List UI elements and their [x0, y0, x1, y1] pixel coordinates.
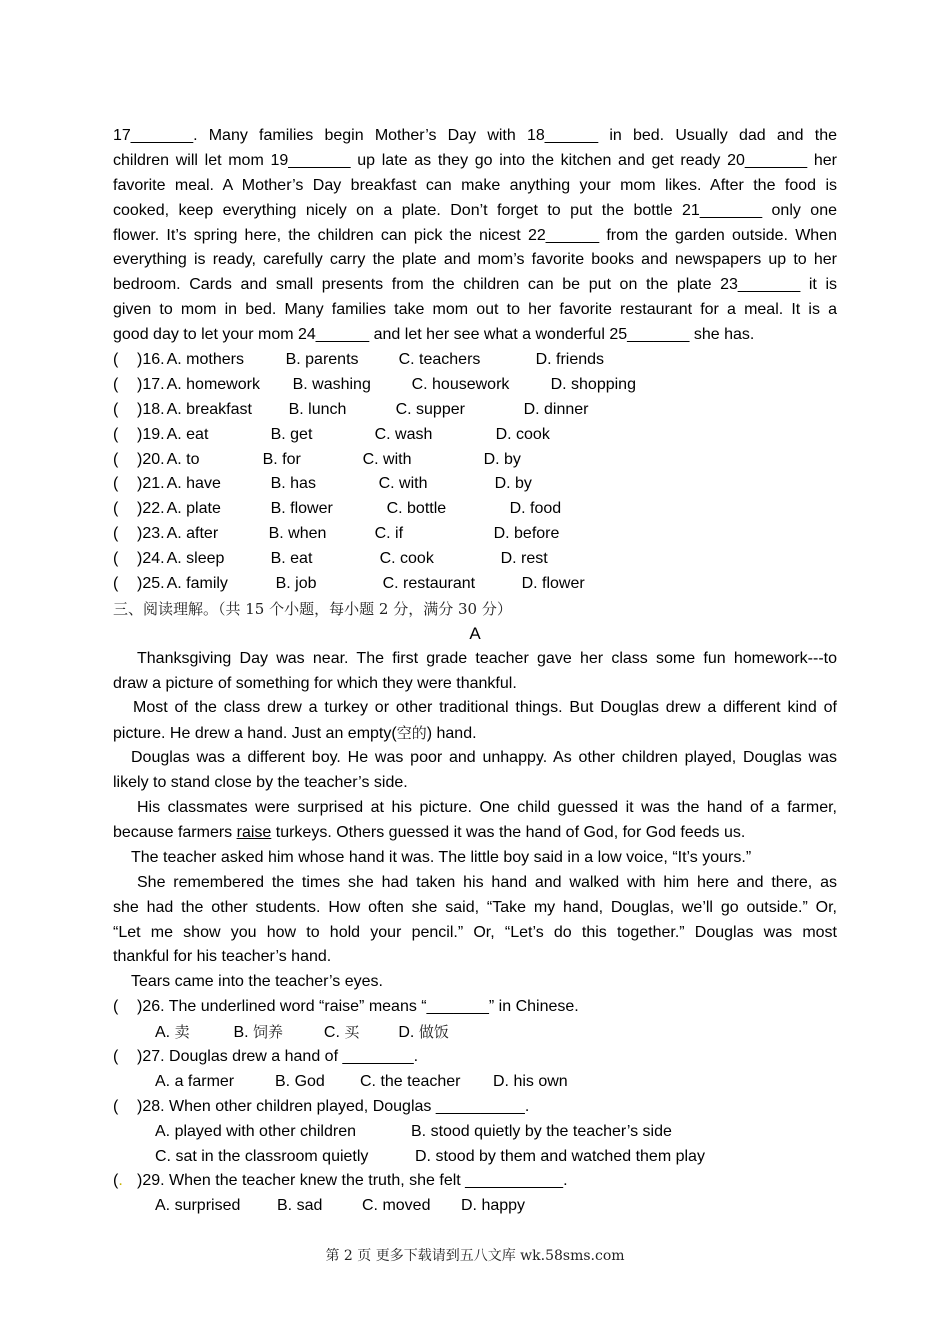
answer-blank[interactable]: ( [113, 475, 119, 493]
cloze-question [113, 572, 837, 597]
option: A. breakfast [166, 400, 252, 418]
passage-line: given to mom in bed. Many families take mom out to her favorite restaurant for a meal. It is a [113, 301, 837, 319]
cloze-question [113, 448, 837, 473]
answer-blank[interactable]: ( [113, 400, 119, 418]
paragraph-line [113, 721, 837, 746]
paragraph-line: “Let me show you how to hold your pencil.” Or, “Let’s do this together.” Douglas was most [113, 923, 837, 941]
option: A. have [166, 475, 221, 493]
options-29 [113, 1194, 837, 1219]
question-number: )16. [137, 351, 165, 369]
option: D. stood by them and watched them play [415, 1147, 705, 1165]
question-number: )24. [137, 550, 165, 568]
question-number: )25. [137, 575, 165, 593]
option: C. bottle [386, 500, 447, 518]
option: D. his own [493, 1072, 568, 1090]
cloze-question [113, 348, 837, 373]
option: D. rest [500, 550, 548, 568]
option: D. food [509, 500, 562, 518]
question-number: )18. [137, 400, 165, 418]
option: D. happy [461, 1197, 526, 1215]
option: B. parents [285, 351, 359, 369]
paragraph-line: Douglas was a different boy. He was poor and unhappy. As other children played, Douglas was [131, 749, 837, 767]
question-stem: )28. When other children played, Douglas __________. [137, 1097, 530, 1115]
option: D. cook [495, 425, 550, 443]
question-number: )23. [137, 525, 165, 543]
option: C. with [362, 450, 412, 468]
text-span: because farmers [113, 823, 237, 841]
option: B. God [275, 1072, 325, 1090]
paragraph-line: Tears came into the teacher’s eyes. [131, 973, 383, 991]
cloze-question [113, 497, 837, 522]
option: A. homework [166, 375, 260, 393]
exam-page [113, 124, 837, 1219]
option: B. has [270, 475, 316, 493]
chinese-gloss: 空的 [396, 724, 427, 743]
option [324, 1020, 394, 1046]
option: B. washing [292, 375, 371, 393]
option: A. sleep [166, 550, 225, 568]
paragraph-line: Most of the class drew a turkey or other traditional things. But Douglas drew a different kind of [133, 699, 837, 717]
option: C. sat in the classroom quietly [155, 1147, 369, 1165]
section-heading: 三、阅读理解。（共 15 个小题，每小题 2 分，满分 30 分） [113, 599, 512, 618]
option-text: 做饭 [418, 1023, 449, 1042]
cloze-questions [113, 348, 837, 597]
paragraph-line: She remembered the times she had taken his hand and walked with him here and there, as [137, 873, 837, 891]
paragraph-line: she had the other students. How often she said, “Take my hand, Douglas, we’ll go outside.” Or, [113, 898, 837, 916]
passage-line: flower. It’s spring here, the children can pick the nicest 22______ from the garden outside. When [113, 226, 837, 244]
answer-blank[interactable]: ( [113, 1097, 119, 1115]
option: C. restaurant [382, 575, 476, 593]
option: B. eat [270, 550, 313, 568]
answer-blank[interactable]: ( [113, 375, 119, 393]
reading-questions [113, 995, 837, 1219]
paragraph-line: likely to stand close by the teacher’s side. [113, 774, 408, 792]
passage-line: bedroom. Cards and small presents from the children can be put on the plate 23_______ it is [113, 276, 837, 294]
option: D. before [493, 525, 560, 543]
text-span: picture. He drew a hand. Just an empty( [113, 725, 397, 743]
option: D. shopping [550, 375, 636, 393]
option-letter: B. [233, 1024, 254, 1042]
option: B. sad [277, 1197, 323, 1215]
option: B. flower [270, 500, 333, 518]
answer-blank[interactable]: (. [113, 1172, 123, 1190]
underlined-word: raise [236, 823, 272, 841]
option-text: 卖 [174, 1023, 190, 1042]
reading-passage [113, 647, 837, 995]
option: A. to [166, 450, 200, 468]
passage-line: everything is ready, carefully carry the plate and mom’s favorite books and newspapers up to her [113, 251, 837, 269]
answer-blank[interactable]: ( [113, 550, 119, 568]
option: D. flower [521, 575, 585, 593]
cloze-question [113, 522, 837, 547]
option-letter: C. [323, 1024, 345, 1042]
text-span: turkeys. Others guessed it was the hand of God, for God feeds us. [271, 823, 746, 841]
answer-blank[interactable]: ( [113, 450, 119, 468]
cloze-question [113, 398, 837, 423]
part-label: A [469, 623, 481, 643]
option: A. family [166, 575, 228, 593]
paragraph-line: Thanksgiving Day was near. The first grade teacher gave her class some fun homework---to [137, 649, 837, 667]
option: A. mothers [166, 351, 244, 369]
option [233, 1020, 319, 1046]
option: C. moved [362, 1197, 431, 1215]
option: A. after [166, 525, 219, 543]
option: C. supper [395, 400, 465, 418]
question-number: )17. [137, 375, 165, 393]
option: C. the teacher [360, 1072, 461, 1090]
answer-blank[interactable]: ( [113, 525, 119, 543]
cloze-question [113, 547, 837, 572]
option: B. stood quietly by the teacher’s side [411, 1122, 672, 1140]
paragraph-line: draw a picture of something for which they were thankful. [113, 674, 517, 692]
question-28 [113, 1095, 837, 1120]
option: D. by [494, 475, 532, 493]
question-stem: )29. When the teacher knew the truth, she felt ___________. [137, 1172, 568, 1190]
text-span: ) hand. [426, 725, 477, 743]
option: B. job [275, 575, 317, 593]
cloze-question [113, 373, 837, 398]
question-number: )22. [137, 500, 165, 518]
cloze-question [113, 472, 837, 497]
option: D. friends [535, 351, 605, 369]
paragraph-line: The teacher asked him whose hand it was. The little boy said in a low voice, “It’s yours.” [131, 848, 752, 866]
cloze-question [113, 423, 837, 448]
page-footer: 第 2 页 更多下载请到五八文库 wk.58sms.com [325, 1248, 625, 1264]
answer-blank[interactable]: ( [113, 500, 119, 518]
option-text: 买 [344, 1023, 360, 1042]
passage-line: 17_______. Many families begin Mother’s Day with 18______ in bed. Usually dad and the [113, 127, 837, 144]
answer-blank[interactable]: ( [113, 998, 119, 1016]
option: C. with [378, 475, 428, 493]
options-27 [113, 1070, 837, 1095]
option-letter: D. [398, 1024, 419, 1042]
passage-line: good day to let your mom 24______ and let her see what a wonderful 25_______ she has. [113, 326, 755, 344]
passage-line: favorite meal. A Mother’s Day breakfast can make anything your mom likes. After the food is [113, 176, 837, 194]
question-number: )20. [137, 450, 165, 468]
option [155, 1020, 229, 1046]
passage-line: cooked, keep everything nicely on a plate. Don’t forget to put the bottle 21_______ only one [113, 201, 837, 219]
options-28 [113, 1120, 837, 1145]
question-number: )21. [137, 475, 165, 493]
option: B. get [270, 425, 313, 443]
option-text: 饲养 [253, 1023, 284, 1042]
option [398, 1020, 448, 1046]
question-26 [113, 995, 837, 1020]
question-stem: )27. Douglas drew a hand of ________. [137, 1047, 419, 1065]
option: B. when [268, 525, 327, 543]
options-26 [113, 1020, 837, 1045]
paragraph-line: thankful for his teacher’s hand. [113, 948, 332, 966]
answer-blank[interactable]: ( [113, 575, 119, 593]
option-letter: A. [155, 1024, 175, 1042]
option: A. eat [166, 425, 209, 443]
question-stem: )26. The underlined word “raise” means “_______” in Chinese. [137, 998, 579, 1016]
question-29 [113, 1169, 837, 1194]
paragraph-line [113, 821, 837, 846]
option: C. cook [379, 550, 434, 568]
option: C. wash [374, 425, 433, 443]
cloze-passage [113, 124, 837, 348]
options-28 [113, 1145, 837, 1170]
question-27 [113, 1045, 837, 1070]
answer-blank[interactable]: ( [113, 425, 119, 443]
option: C. if [374, 525, 404, 543]
option: B. for [262, 450, 301, 468]
passage-line: children will let mom 19_______ up late as they go into the kitchen and get ready 20_______ her [113, 151, 837, 169]
answer-blank[interactable]: ( [113, 351, 119, 369]
option: B. lunch [288, 400, 347, 418]
option: C. teachers [398, 351, 481, 369]
option: A. plate [166, 500, 221, 518]
question-number: )19. [137, 425, 165, 443]
option: A. surprised [155, 1197, 241, 1215]
option: D. dinner [523, 400, 589, 418]
paragraph-line: His classmates were surprised at his picture. One child guessed it was the hand of a farmer, [137, 799, 837, 817]
answer-blank[interactable]: ( [113, 1047, 119, 1065]
option: C. housework [411, 375, 510, 393]
option: A. played with other children [155, 1122, 356, 1140]
option: A. a farmer [155, 1072, 235, 1090]
option: D. by [483, 450, 521, 468]
